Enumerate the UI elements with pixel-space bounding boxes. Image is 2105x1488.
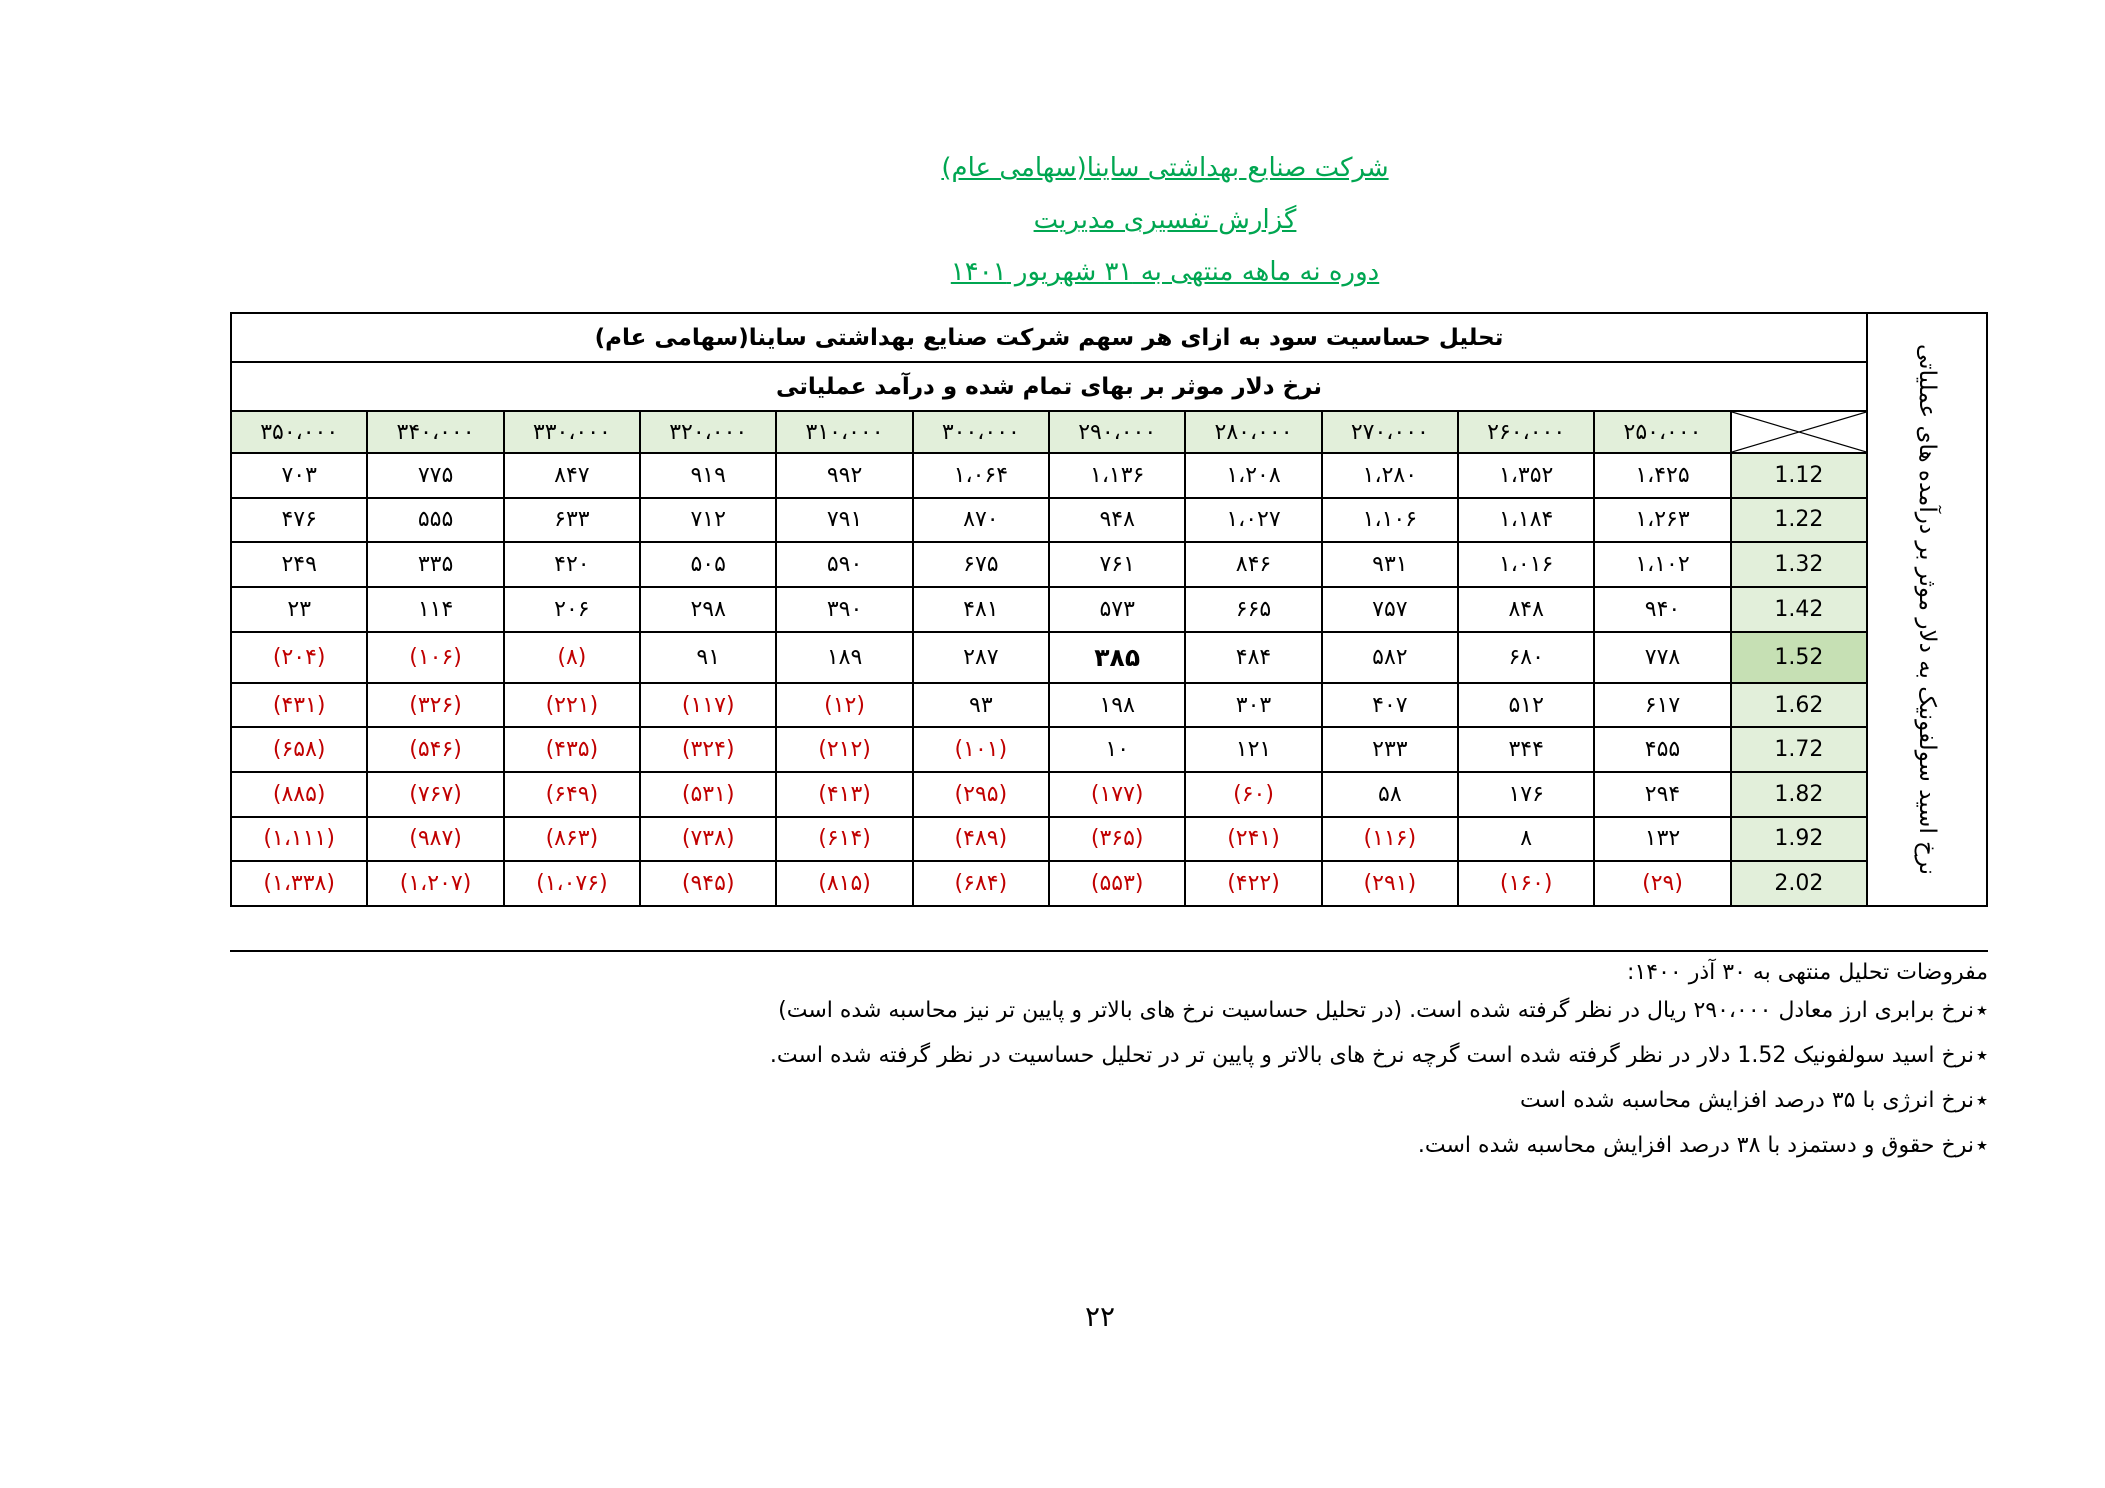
table-cell: (۹۸۷)	[367, 817, 503, 862]
row-header: 1.22	[1731, 498, 1867, 543]
table-cell: (۶۴۹)	[504, 772, 640, 817]
side-axis-label-cell	[1867, 313, 1987, 906]
table-cell: ۴۲۰	[504, 542, 640, 587]
table-cell: ۷۷۵	[367, 453, 503, 498]
table-cell: (۲۲۱)	[504, 683, 640, 728]
bullet-icon: ٭	[1976, 1088, 1988, 1113]
table-cell: ۱۱۴	[367, 587, 503, 632]
table-cell: (۱۰۱)	[913, 727, 1049, 772]
table-cell: ۹۴۸	[1049, 498, 1185, 543]
table-cell: ۲۳۳	[1322, 727, 1458, 772]
table-row	[231, 453, 1987, 498]
table-cell: (۲۴۱)	[1185, 817, 1321, 862]
row-header: 1.42	[1731, 587, 1867, 632]
table-cell: ۹۴۰	[1594, 587, 1730, 632]
table-cell: (۵۴۶)	[367, 727, 503, 772]
column-header: ۲۹۰،۰۰۰	[1049, 411, 1185, 453]
page-number: ۲۲	[1084, 1300, 1116, 1333]
table-cell: (۳۲۴)	[640, 727, 776, 772]
column-header: ۲۶۰،۰۰۰	[1458, 411, 1594, 453]
assumption-item	[500, 1123, 1988, 1168]
table-cell: ۱۹۸	[1049, 683, 1185, 728]
table-cell: ۴۰۷	[1322, 683, 1458, 728]
column-header: ۳۱۰،۰۰۰	[776, 411, 912, 453]
table-cell: (۱،۰۷۶)	[504, 861, 640, 906]
row-header: 2.02	[1731, 861, 1867, 906]
table-cell: ۷۰۳	[231, 453, 367, 498]
table-cell: (۲۹۵)	[913, 772, 1049, 817]
table-cell: (۳۲۶)	[367, 683, 503, 728]
table-cell: ۶۳۳	[504, 498, 640, 543]
notes-divider	[230, 950, 1988, 952]
table-cell: (۱۰۶)	[367, 632, 503, 683]
assumption-item	[500, 1033, 1988, 1078]
table-cell: (۱۲)	[776, 683, 912, 728]
table-cell: ۹۱۹	[640, 453, 776, 498]
report-header	[600, 142, 1730, 298]
corner-cell	[1731, 411, 1867, 453]
table-cell: (۳۶۵)	[1049, 817, 1185, 862]
table-cell: ۲۴۹	[231, 542, 367, 587]
table-title: تحلیل حساسیت سود به ازای هر سهم شرکت صنایع بهداشتی ساینا(سهامی عام)	[231, 313, 1867, 362]
diagonal-cross-icon	[1732, 412, 1866, 452]
table-cell: ۸۷۰	[913, 498, 1049, 543]
table-cell: ۱،۴۲۵	[1594, 453, 1730, 498]
row-header: 1.92	[1731, 817, 1867, 862]
table-cell: ۱،۱۳۶	[1049, 453, 1185, 498]
table-cell: ۱،۲۰۸	[1185, 453, 1321, 498]
table-cell: ۱،۲۶۳	[1594, 498, 1730, 543]
report-period: دوره نه ماهه منتهی به ۳۱ شهریور ۱۴۰۱	[950, 257, 1380, 287]
table-cell: (۱۱۶)	[1322, 817, 1458, 862]
table-cell: ۷۹۱	[776, 498, 912, 543]
column-header: ۳۰۰،۰۰۰	[913, 411, 1049, 453]
table-cell: ۵۱۲	[1458, 683, 1594, 728]
table-cell: ۶۸۰	[1458, 632, 1594, 683]
table-cell: ۴۸۱	[913, 587, 1049, 632]
table-cell: ۵۸۲	[1322, 632, 1458, 683]
table-cell: (۱،۳۳۸)	[231, 861, 367, 906]
table-cell: ۷۶۱	[1049, 542, 1185, 587]
column-header: ۲۸۰،۰۰۰	[1185, 411, 1321, 453]
assumption-item	[500, 1078, 1988, 1123]
table-cell: ۳۹۰	[776, 587, 912, 632]
table-cell: (۲۹۱)	[1322, 861, 1458, 906]
table-cell: (۶۵۸)	[231, 727, 367, 772]
company-name: شرکت صنایع بهداشتی ساینا(سهامی عام)	[941, 153, 1389, 183]
table-cell: ۴۷۶	[231, 498, 367, 543]
table-cell: ۶۷۵	[913, 542, 1049, 587]
table-cell: ۱۷۶	[1458, 772, 1594, 817]
table-cell: ۹۳۱	[1322, 542, 1458, 587]
table-cell: ۵۷۳	[1049, 587, 1185, 632]
table-cell: (۴۳۱)	[231, 683, 367, 728]
table-cell: (۸)	[504, 632, 640, 683]
column-header: ۲۵۰،۰۰۰	[1594, 411, 1730, 453]
bullet-icon: ٭	[1976, 1043, 1988, 1068]
table-cell: ۷۱۲	[640, 498, 776, 543]
sensitivity-table	[230, 312, 1988, 907]
column-header: ۲۷۰،۰۰۰	[1322, 411, 1458, 453]
bullet-icon: ٭	[1976, 998, 1988, 1023]
side-axis-label: نرخ اسید سولفونیک به دلار موثر بر درآمده های عملیاتی	[1914, 343, 1940, 876]
table-cell: (۷۶۷)	[367, 772, 503, 817]
row-header: 1.72	[1731, 727, 1867, 772]
column-header: ۳۵۰،۰۰۰	[231, 411, 367, 453]
table-cell: ۷۷۸	[1594, 632, 1730, 683]
table-cell: (۶۸۴)	[913, 861, 1049, 906]
table-cell: (۸۱۵)	[776, 861, 912, 906]
table-cell: ۶۱۷	[1594, 683, 1730, 728]
table-cell: ۲۰۶	[504, 587, 640, 632]
table-cell: (۶۱۴)	[776, 817, 912, 862]
table-row	[231, 542, 1987, 587]
table-cell: ۳۳۵	[367, 542, 503, 587]
table-cell: (۴۳۵)	[504, 727, 640, 772]
table-cell: ۱۳۲	[1594, 817, 1730, 862]
table-cell: ۹۹۲	[776, 453, 912, 498]
row-header: 1.82	[1731, 772, 1867, 817]
table-cell: ۲۸۷	[913, 632, 1049, 683]
table-cell: (۱۷۷)	[1049, 772, 1185, 817]
table-row	[231, 498, 1987, 543]
assumption-item	[500, 988, 1988, 1033]
table-row	[231, 727, 1987, 772]
table-cell: ۹۳	[913, 683, 1049, 728]
assumption-text: نرخ اسید سولفونیک 1.52 دلار در نظر گرفته شده است گرچه نرخ های بالاتر و پایین تر در تحلیل حساسیت در نظر گرفته شده است.	[769, 1043, 1974, 1068]
table-cell: ۱،۰۱۶	[1458, 542, 1594, 587]
table-cell: ۴۸۴	[1185, 632, 1321, 683]
table-cell: (۲۱۲)	[776, 727, 912, 772]
table-cell: (۸۶۳)	[504, 817, 640, 862]
table-cell: (۱،۱۱۱)	[231, 817, 367, 862]
table-cell: (۶۰)	[1185, 772, 1321, 817]
table-cell: ۱،۳۵۲	[1458, 453, 1594, 498]
assumption-text: نرخ حقوق و دستمزد با ۳۸ درصد افزایش محاسبه شده است.	[1417, 1133, 1974, 1158]
table-cell: (۹۴۵)	[640, 861, 776, 906]
table-cell: (۲۹)	[1594, 861, 1730, 906]
table-cell: ۸۴۶	[1185, 542, 1321, 587]
table-cell: ۸	[1458, 817, 1594, 862]
table-cell: (۴۲۲)	[1185, 861, 1321, 906]
table-cell: ۵۵۵	[367, 498, 503, 543]
table-cell: (۱۱۷)	[640, 683, 776, 728]
table-cell: ۹۱	[640, 632, 776, 683]
table-cell: ۳۰۳	[1185, 683, 1321, 728]
bullet-icon: ٭	[1976, 1133, 1988, 1158]
table-row	[231, 861, 1987, 906]
row-header: 1.32	[1731, 542, 1867, 587]
row-header: 1.52	[1731, 632, 1867, 683]
assumption-text: نرخ برابری ارز معادل ۲۹۰،۰۰۰ ریال در نظر گرفته شده است. (در تحلیل حساسیت نرخ های بالاتر و پایین تر نیز محاسبه شده است)	[778, 998, 1974, 1023]
table-cell: ۲۹۸	[640, 587, 776, 632]
table-cell: ۱،۱۸۴	[1458, 498, 1594, 543]
table-cell: ۷۵۷	[1322, 587, 1458, 632]
table-cell: (۲۰۴)	[231, 632, 367, 683]
table-cell: (۴۱۳)	[776, 772, 912, 817]
assumptions-heading: مفروضات تحلیل منتهی به ۳۰ آذر ۱۴۰۰:	[1627, 960, 1988, 985]
table-cell: (۴۸۹)	[913, 817, 1049, 862]
table-cell: ۲۹۴	[1594, 772, 1730, 817]
column-header: ۳۲۰،۰۰۰	[640, 411, 776, 453]
table-cell: ۸۴۸	[1458, 587, 1594, 632]
table-row	[231, 683, 1987, 728]
table-cell: ۱،۱۰۶	[1322, 498, 1458, 543]
table-cell: ۵۸	[1322, 772, 1458, 817]
table-cell: (۱،۲۰۷)	[367, 861, 503, 906]
column-header: ۳۴۰،۰۰۰	[367, 411, 503, 453]
table-cell: ۵۰۵	[640, 542, 776, 587]
table-cell: ۸۴۷	[504, 453, 640, 498]
table-cell: ۵۹۰	[776, 542, 912, 587]
row-header: 1.12	[1731, 453, 1867, 498]
row-header: 1.62	[1731, 683, 1867, 728]
table-cell: ۱،۰۶۴	[913, 453, 1049, 498]
assumptions-notes	[500, 958, 1988, 1168]
table-subtitle: نرخ دلار موثر بر بهای تمام شده و درآمد عملیاتی	[231, 362, 1867, 411]
table-cell: (۵۵۳)	[1049, 861, 1185, 906]
table-cell: ۱۰	[1049, 727, 1185, 772]
table-cell: ۲۳	[231, 587, 367, 632]
report-title: گزارش تفسیری مدیریت	[1033, 205, 1297, 235]
table-row	[231, 632, 1987, 683]
table-cell: ۱،۱۰۲	[1594, 542, 1730, 587]
table-cell: ۶۶۵	[1185, 587, 1321, 632]
table-cell: (۸۸۵)	[231, 772, 367, 817]
table-cell: ۴۵۵	[1594, 727, 1730, 772]
table-row	[231, 587, 1987, 632]
table-cell: ۱۲۱	[1185, 727, 1321, 772]
column-header: ۳۳۰،۰۰۰	[504, 411, 640, 453]
assumption-text: نرخ انرژی با ۳۵ درصد افزایش محاسبه شده است	[1519, 1088, 1974, 1113]
table-cell: ۱،۰۲۷	[1185, 498, 1321, 543]
table-cell: (۵۳۱)	[640, 772, 776, 817]
table-cell: ۳۴۴	[1458, 727, 1594, 772]
column-header-row	[231, 411, 1987, 453]
table-cell: (۷۳۸)	[640, 817, 776, 862]
table-cell: ۱۸۹	[776, 632, 912, 683]
table-row	[231, 772, 1987, 817]
table-row	[231, 817, 1987, 862]
table-cell: ۱،۲۸۰	[1322, 453, 1458, 498]
table-cell: ۳۸۵	[1049, 632, 1185, 683]
table-cell: (۱۶۰)	[1458, 861, 1594, 906]
